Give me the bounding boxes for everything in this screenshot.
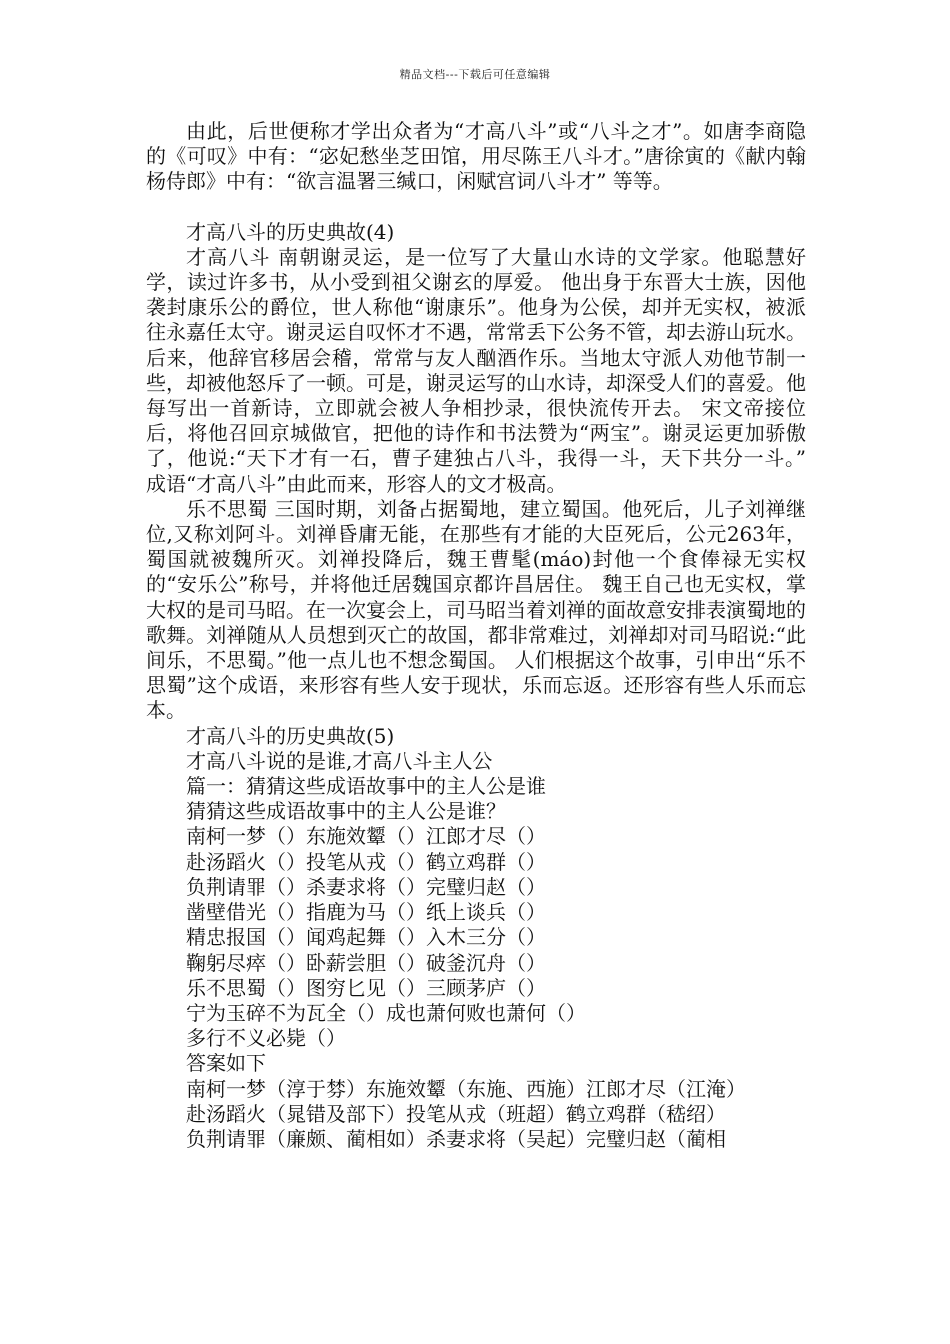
section-heading: 才高八斗的历史典故(5): [186, 723, 395, 748]
paragraph: 由此，后世便称才学出众者为“才高八斗”或“八斗之才”。如唐李商隐的《可叹》中有：“宓妃愁坐芝田馆，用尽陈王八斗才。”唐徐寅的《献内翰杨侍郎》中有：“欲言温署三缄口，闲赋宫词八斗才” 等等。: [146, 119, 806, 194]
quiz-line: 凿壁借光（）指鹿为马（）纸上谈兵（）: [186, 900, 546, 925]
answer-line: 负荆请罪（廉颇、蔺相如）杀妻求将（吴起）完璧归赵（蔺相: [186, 1126, 726, 1151]
quiz-line: 宁为玉碎不为瓦全（）成也萧何败也萧何（）: [186, 1000, 586, 1025]
answer-heading: 答案如下: [186, 1051, 266, 1076]
paragraph: 篇一：猜猜这些成语故事中的主人公是谁: [186, 774, 546, 799]
paragraph: 才高八斗 南朝谢灵运，是一位写了大量山水诗的文学家。他聪慧好学，读过许多书，从小受到祖父谢玄的厚爱。 他出身于东晋大士族，因他袭封康乐公的爵位，世人称他“谢康乐”。他身为公侯，却并无实权，被派往永嘉任太守。谢灵运自叹怀才不遇，常常丢下公务不管，却去游山玩水。后来，他辞官移居会稽，常常与友人酗酒作乐。当地太守派人劝他节制一些，却被他怒斥了一顿。可是，谢灵运写的山水诗，却深受人们的喜爱。他每写出一首新诗，立即就会被人争相抄录，很快流传开去。 宋文帝接位后，将他召回京城做官，把他的诗作和书法赞为“两宝”。谢灵运更加骄傲了，他说:“天下才有一石，曹子建独占八斗，我得一斗，天下共分一斗。” 成语“才高八斗”由此而来，形容人的文才极高。: [146, 244, 806, 496]
section-heading: 才高八斗的历史典故(4): [186, 219, 395, 244]
quiz-line: 南柯一梦（）东施效颦（）江郎才尽（）: [186, 824, 546, 849]
quiz-line: 乐不思蜀（）图穷匕见（）三顾茅庐（）: [186, 975, 546, 1000]
paragraph: 猜猜这些成语故事中的主人公是谁？: [186, 799, 506, 824]
answer-line: 南柯一梦（淳于棼）东施效颦（东施、西施）江郎才尽（江淹）: [186, 1076, 746, 1101]
paragraph: 乐不思蜀 三国时期，刘备占据蜀地，建立蜀国。他死后，儿子刘禅继位,又称刘阿斗。刘禅昏庸无能，在那些有才能的大臣死后，公元263年，蜀国就被魏所灭。刘禅投降后，魏王曹髦(máo)封他一个食俸禄无实权的“安乐公”称号，并将他迁居魏国京都许昌居住。 魏王自己也无实权，掌大权的是司马昭。在一次宴会上，司马昭当着刘禅的面故意安排表演蜀地的歌舞。刘禅随从人员想到灭亡的故国，都非常难过，刘禅却对司马昭说:“此间乐，不思蜀。”他一点儿也不想念蜀国。 人们根据这个故事，引申出“乐不思蜀”这个成语，来形容有些人安于现状，乐而忘返。还形容有些人乐而忘本。: [146, 496, 806, 723]
blank-line: [146, 195, 806, 220]
document-body: [146, 119, 806, 1152]
page-header: 精品文档---下载后可任意编辑: [399, 68, 551, 81]
quiz-line: 多行不义必毙（）: [186, 1026, 346, 1051]
paragraph: 才高八斗说的是谁,才高八斗主人公: [186, 748, 493, 773]
quiz-line: 赴汤蹈火（）投笔从戎（）鹤立鸡群（）: [186, 849, 546, 874]
quiz-line: 负荆请罪（）杀妻求将（）完璧归赵（）: [186, 874, 546, 899]
quiz-line: 精忠报国（）闻鸡起舞（）入木三分（）: [186, 925, 546, 950]
quiz-line: 鞠躬尽瘁（）卧薪尝胆（）破釜沉舟（）: [186, 950, 546, 975]
answer-line: 赴汤蹈火（晁错及部下）投笔从戎（班超）鹤立鸡群（嵇绍）: [186, 1101, 726, 1126]
